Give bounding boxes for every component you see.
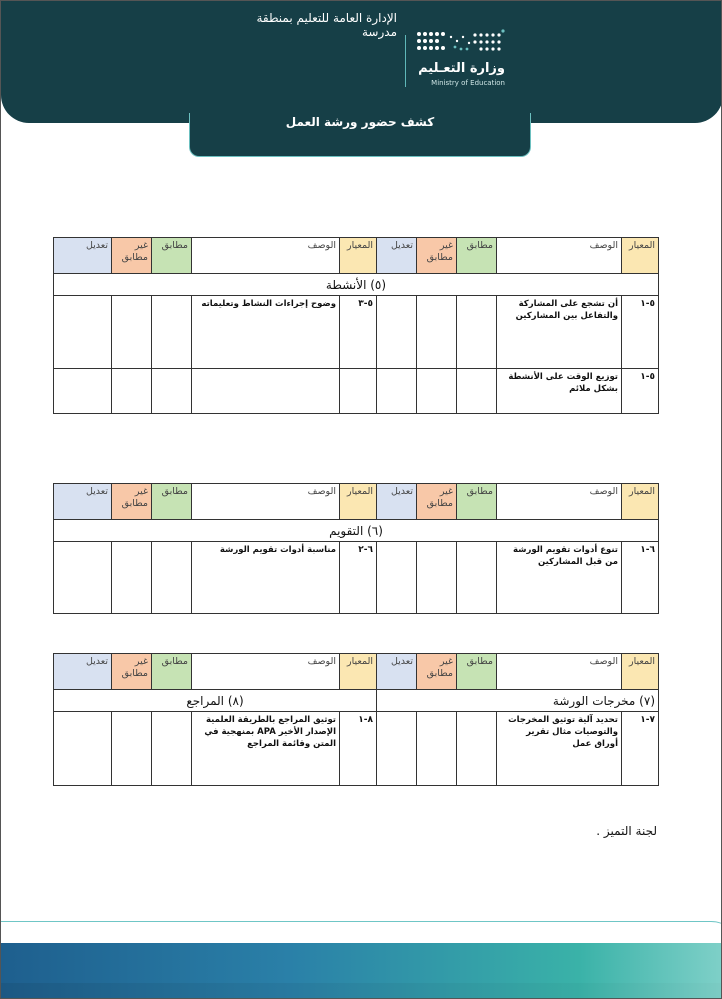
criterion-description: وضوح إجراءات النشاط وتعليماته bbox=[192, 296, 340, 369]
col-match: مطابق bbox=[152, 654, 192, 690]
edit-cell[interactable] bbox=[377, 296, 417, 369]
no-match-cell[interactable] bbox=[112, 296, 152, 369]
footer-shade bbox=[1, 983, 722, 999]
no-match-cell[interactable] bbox=[417, 296, 457, 369]
criteria-table-evaluation bbox=[53, 483, 659, 614]
criterion-number: ٥-١ bbox=[622, 296, 659, 369]
criterion-number: ٥-١ bbox=[622, 369, 659, 414]
edit-cell[interactable] bbox=[54, 369, 112, 414]
match-cell[interactable] bbox=[152, 369, 192, 414]
section-title: (٦) التقويم bbox=[54, 520, 659, 542]
table-row bbox=[54, 369, 659, 414]
section-title: (٥) الأنشطة bbox=[54, 274, 659, 296]
col-description: الوصف bbox=[497, 238, 622, 274]
no-match-cell[interactable] bbox=[112, 712, 152, 786]
col-description: الوصف bbox=[192, 238, 340, 274]
document-title: كشف حضور ورشة العمل bbox=[285, 115, 435, 129]
col-no-match: غير مطابق bbox=[417, 484, 457, 520]
match-cell[interactable] bbox=[457, 369, 497, 414]
col-description: الوصف bbox=[192, 484, 340, 520]
criterion-number: ٥-٣ bbox=[340, 296, 377, 369]
criterion-number: ٦-٢ bbox=[340, 542, 377, 614]
criterion-description bbox=[192, 369, 340, 414]
match-cell[interactable] bbox=[457, 296, 497, 369]
criterion-description: تحديد آلية توثيق المخرجات والتوصيات مثال تقرير أوراق عمل bbox=[497, 712, 622, 786]
col-criterion: المعيار bbox=[340, 654, 377, 690]
no-match-cell[interactable] bbox=[417, 712, 457, 786]
col-no-match: غير مطابق bbox=[112, 238, 152, 274]
edit-cell[interactable] bbox=[54, 712, 112, 786]
col-no-match: غير مطابق bbox=[417, 238, 457, 274]
criterion-description: توزيع الوقت على الأنشطة بشكل ملائم bbox=[497, 369, 622, 414]
department-line-1: الإدارة العامة للتعليم بمنطقة bbox=[256, 11, 397, 25]
table-row bbox=[54, 712, 659, 786]
col-criterion: المعيار bbox=[622, 654, 659, 690]
match-cell[interactable] bbox=[152, 712, 192, 786]
table-row bbox=[54, 542, 659, 614]
criterion-description: مناسبة أدوات تقويم الورشة bbox=[192, 542, 340, 614]
col-match: مطابق bbox=[152, 238, 192, 274]
match-cell[interactable] bbox=[152, 542, 192, 614]
col-match: مطابق bbox=[457, 238, 497, 274]
col-edit: تعديل bbox=[54, 238, 112, 274]
col-criterion: المعيار bbox=[340, 238, 377, 274]
match-cell[interactable] bbox=[152, 296, 192, 369]
no-match-cell[interactable] bbox=[417, 369, 457, 414]
col-match: مطابق bbox=[152, 484, 192, 520]
edit-cell[interactable] bbox=[54, 296, 112, 369]
edit-cell[interactable] bbox=[377, 369, 417, 414]
col-criterion: المعيار bbox=[622, 238, 659, 274]
ministry-name-arabic: وزارة التعـليم bbox=[418, 61, 505, 76]
criteria-table-activities bbox=[53, 237, 659, 414]
edit-cell[interactable] bbox=[377, 712, 417, 786]
ministry-name-english: Ministry of Education bbox=[431, 79, 505, 87]
col-edit: تعديل bbox=[54, 654, 112, 690]
ministry-dots-logo-icon bbox=[415, 29, 507, 55]
department-line-2: مدرسة bbox=[361, 25, 397, 39]
criterion-description: أن تشجع على المشاركة والتفاعل بين المشاركين bbox=[497, 296, 622, 369]
col-no-match: غير مطابق bbox=[417, 654, 457, 690]
col-no-match: غير مطابق bbox=[112, 654, 152, 690]
department-text bbox=[191, 11, 397, 39]
edit-cell[interactable] bbox=[377, 542, 417, 614]
col-edit: تعديل bbox=[54, 484, 112, 520]
col-edit: تعديل bbox=[377, 484, 417, 520]
col-match: مطابق bbox=[457, 484, 497, 520]
document-title-tab bbox=[189, 113, 531, 157]
table-row bbox=[54, 296, 659, 369]
col-edit: تعديل bbox=[377, 654, 417, 690]
edit-cell[interactable] bbox=[54, 542, 112, 614]
criterion-description: توثيق المراجع بالطريقة العلمية الإصدار الأخير APA بمنهجية في المتن وقائمة المراجع bbox=[192, 712, 340, 786]
committee-signature: لجنة التميز . bbox=[596, 824, 657, 838]
col-match: مطابق bbox=[457, 654, 497, 690]
col-no-match: غير مطابق bbox=[112, 484, 152, 520]
criterion-number: ٦-١ bbox=[622, 542, 659, 614]
col-criterion: المعيار bbox=[622, 484, 659, 520]
col-description: الوصف bbox=[497, 484, 622, 520]
criterion-description: تنوع أدوات تقويم الورشة من قبل المشاركين bbox=[497, 542, 622, 614]
col-description: الوصف bbox=[192, 654, 340, 690]
col-edit: تعديل bbox=[377, 238, 417, 274]
criterion-number: ٨-١ bbox=[340, 712, 377, 786]
section-title-outputs: (٧) مخرجات الورشة bbox=[377, 690, 659, 712]
no-match-cell[interactable] bbox=[417, 542, 457, 614]
no-match-cell[interactable] bbox=[112, 542, 152, 614]
criteria-table-outputs-references bbox=[53, 653, 659, 786]
logo-divider bbox=[405, 35, 406, 87]
section-title-references: (٨) المراجع bbox=[54, 690, 377, 712]
col-criterion: المعيار bbox=[340, 484, 377, 520]
criterion-number: ٧-١ bbox=[622, 712, 659, 786]
no-match-cell[interactable] bbox=[112, 369, 152, 414]
match-cell[interactable] bbox=[457, 712, 497, 786]
match-cell[interactable] bbox=[457, 542, 497, 614]
col-description: الوصف bbox=[497, 654, 622, 690]
criterion-number bbox=[340, 369, 377, 414]
